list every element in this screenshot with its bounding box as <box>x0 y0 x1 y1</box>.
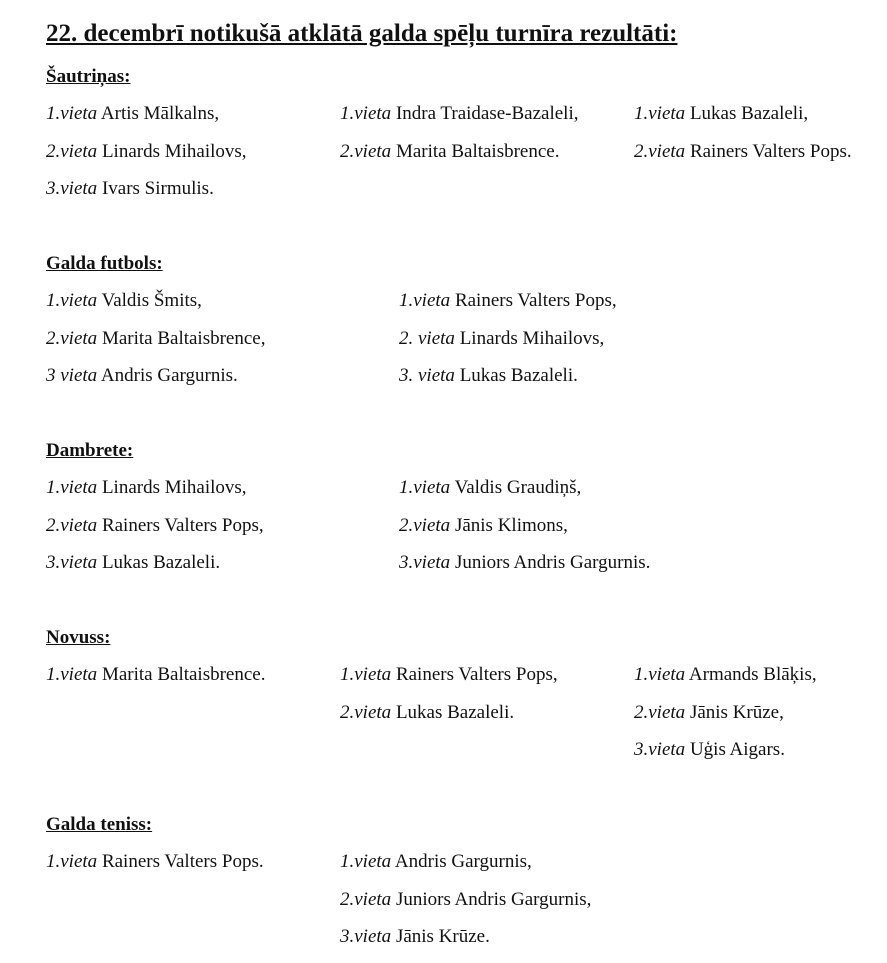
result-entry <box>46 476 264 514</box>
result-entry <box>634 701 817 739</box>
galda-futbols-column-1 <box>46 289 265 402</box>
place-label: 3. vieta <box>399 365 455 386</box>
place-label: 1.vieta <box>399 290 451 311</box>
sautrinas-column-3 <box>634 102 852 177</box>
player-name: Uģis Aigars. <box>689 739 785 760</box>
place-label: 2.vieta <box>340 701 392 723</box>
place-label: 1.vieta <box>46 664 98 685</box>
player-name: Jānis Krūze, <box>689 701 784 723</box>
place-label: 2.vieta <box>399 514 451 536</box>
place-label: 1.vieta <box>399 477 451 498</box>
result-entry <box>46 289 265 327</box>
player-name: Andris Gargurnis, <box>394 851 532 872</box>
result-entry <box>46 327 265 365</box>
result-entry <box>46 364 265 402</box>
place-label: 2.vieta <box>634 701 686 723</box>
result-entry <box>46 551 264 589</box>
result-entry <box>340 102 579 140</box>
player-name: Rainers Valters Pops, <box>454 290 617 311</box>
player-name: Linards Mihailovs, <box>101 477 247 498</box>
result-entry <box>399 327 617 365</box>
sautrinas-column-2 <box>340 102 579 177</box>
place-label: 1.vieta <box>634 664 686 685</box>
result-entry <box>46 177 247 215</box>
player-name: Jānis Krūze. <box>395 926 490 947</box>
player-name: Marita Baltaisbrence. <box>395 140 560 162</box>
result-entry <box>399 289 617 327</box>
place-label: 2.vieta <box>46 514 98 536</box>
player-name: Linards Mihailovs, <box>101 140 247 162</box>
result-entry <box>46 850 264 888</box>
result-entry <box>399 364 617 402</box>
dambrete-column-2 <box>399 476 650 589</box>
player-name: Ivars Sirmulis. <box>101 178 214 199</box>
place-label: 1.vieta <box>340 851 392 872</box>
page-title: 22. decembrī notikušā atklātā galda spēļu turnīra rezultāti: <box>46 20 678 47</box>
player-name: Indra Traidase-Bazaleli, <box>395 103 579 124</box>
player-name: Jānis Klimons, <box>454 514 568 536</box>
sautrinas-column-1 <box>46 102 247 215</box>
result-entry <box>46 140 247 178</box>
novuss-column-3 <box>634 663 817 776</box>
result-entry <box>340 140 579 178</box>
place-label: 3.vieta <box>634 739 686 760</box>
place-label: 1.vieta <box>46 103 98 124</box>
result-entry <box>340 850 591 888</box>
place-label: 3.vieta <box>399 552 451 573</box>
place-label: 2.vieta <box>340 140 392 162</box>
result-entry <box>634 102 852 140</box>
result-entry <box>634 140 852 178</box>
result-entry <box>340 925 591 963</box>
player-name: Marita Baltaisbrence. <box>101 664 266 685</box>
result-entry <box>46 514 264 552</box>
place-label: 1.vieta <box>46 851 98 872</box>
place-label: 2. vieta <box>399 327 455 349</box>
player-name: Juniors Andris Gargurnis, <box>395 888 592 910</box>
place-label: 1.vieta <box>340 664 392 685</box>
place-label: 2.vieta <box>46 327 98 349</box>
place-label: 3 vieta <box>46 365 98 386</box>
result-entry <box>340 701 558 739</box>
place-label: 1.vieta <box>46 477 98 498</box>
galda-teniss-column-2 <box>340 850 591 963</box>
place-label: 3.vieta <box>46 552 98 573</box>
place-label: 2.vieta <box>46 140 98 162</box>
place-label: 2.vieta <box>340 888 392 910</box>
dambrete-column-1 <box>46 476 264 589</box>
player-name: Andris Gargurnis. <box>100 365 238 386</box>
player-name: Armands Blāķis, <box>688 664 817 685</box>
section-heading-galda-teniss: Galda teniss: <box>46 814 153 835</box>
result-entry <box>399 551 650 589</box>
result-entry <box>399 476 650 514</box>
galda-teniss-column-1 <box>46 850 264 888</box>
place-label: 2.vieta <box>634 140 686 162</box>
result-entry <box>399 514 650 552</box>
player-name: Valdis Šmits, <box>101 290 202 311</box>
result-entry <box>340 663 558 701</box>
player-name: Linards Mihailovs, <box>459 327 605 349</box>
section-heading-sautrinas: Šautriņas: <box>46 66 131 87</box>
novuss-column-2 <box>340 663 558 738</box>
place-label: 1.vieta <box>634 103 686 124</box>
player-name: Rainers Valters Pops. <box>689 140 852 162</box>
player-name: Rainers Valters Pops, <box>395 664 558 685</box>
place-label: 1.vieta <box>46 290 98 311</box>
place-label: 3.vieta <box>46 178 98 199</box>
player-name: Juniors Andris Gargurnis. <box>454 552 651 573</box>
place-label: 3.vieta <box>340 926 392 947</box>
place-label: 1.vieta <box>340 103 392 124</box>
result-entry <box>46 663 265 701</box>
result-entry <box>634 663 817 701</box>
section-heading-novuss: Novuss: <box>46 627 111 648</box>
player-name: Artis Mālkalns, <box>100 103 220 124</box>
novuss-column-1 <box>46 663 265 701</box>
result-entry <box>340 888 591 926</box>
section-heading-dambrete: Dambrete: <box>46 440 134 461</box>
player-name: Lukas Bazaleli. <box>101 552 221 573</box>
section-heading-galda-futbols: Galda futbols: <box>46 253 163 274</box>
galda-futbols-column-2 <box>399 289 617 402</box>
result-entry <box>634 738 817 776</box>
player-name: Valdis Graudiņš, <box>454 477 582 498</box>
player-name: Lukas Bazaleli, <box>689 103 809 124</box>
player-name: Lukas Bazaleli. <box>395 701 515 723</box>
result-entry <box>46 102 247 140</box>
player-name: Rainers Valters Pops. <box>101 851 264 872</box>
player-name: Marita Baltaisbrence, <box>101 327 266 349</box>
player-name: Lukas Bazaleli. <box>459 365 578 386</box>
player-name: Rainers Valters Pops, <box>101 514 264 536</box>
